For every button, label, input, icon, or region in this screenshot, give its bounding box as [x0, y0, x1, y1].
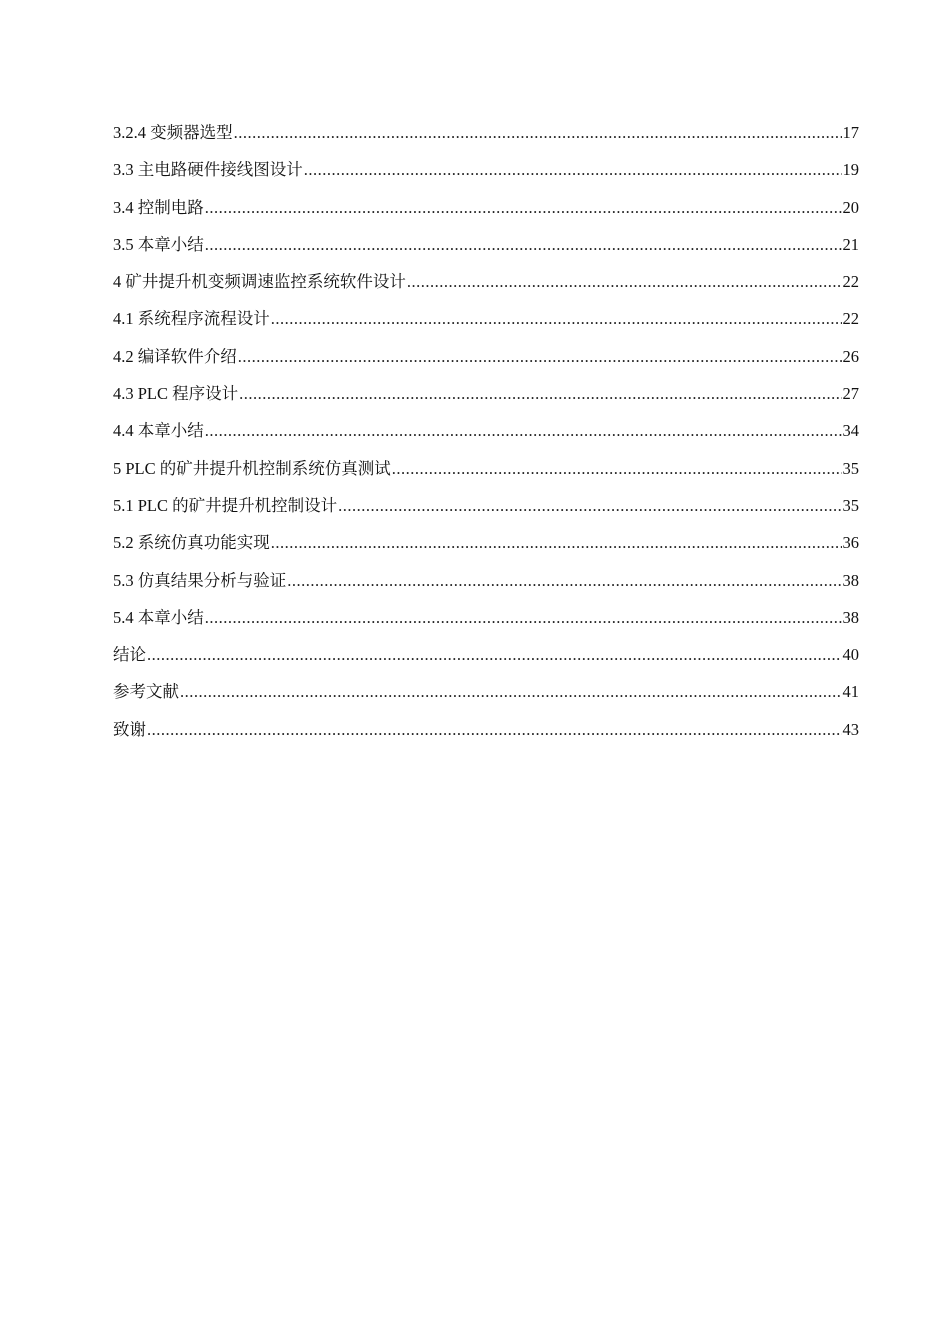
- toc-entry-title: 结论: [113, 645, 146, 665]
- toc-entry-page: 17: [842, 123, 859, 142]
- toc-entry-title: 5 PLC 的矿井提升机控制系统仿真测试: [113, 458, 391, 478]
- toc-entry-page: 34: [842, 421, 859, 441]
- toc-entry-title: 3.2.4 变频器选型: [113, 123, 233, 142]
- toc-entry[interactable]: [113, 412, 859, 449]
- toc-entry[interactable]: [113, 151, 859, 188]
- toc-dot-leader: [147, 636, 842, 673]
- toc-dot-leader: [180, 673, 842, 710]
- toc-dot-leader: [271, 300, 842, 337]
- toc-entry-page: 21: [842, 234, 859, 254]
- toc-entry-page: 20: [842, 197, 859, 217]
- toc-dot-leader: [287, 562, 841, 599]
- toc-entry-page: 38: [842, 607, 859, 627]
- toc-entry-title: 3.3 主电路硬件接线图设计: [113, 160, 303, 180]
- toc-dot-leader: [205, 412, 842, 449]
- toc-entry-page: 26: [842, 346, 859, 366]
- toc-entry[interactable]: [113, 673, 859, 710]
- toc-entry-title: 4 矿井提升机变频调速监控系统软件设计: [113, 272, 406, 292]
- toc-entry-title: 5.3 仿真结果分析与验证: [113, 570, 287, 590]
- toc-entry[interactable]: [113, 226, 859, 263]
- toc-dot-leader: [205, 599, 842, 636]
- toc-entry[interactable]: [113, 114, 859, 151]
- toc-entry-page: 22: [842, 272, 859, 292]
- toc-entry-title: 5.2 系统仿真功能实现: [113, 533, 270, 553]
- toc-dot-leader: [271, 524, 842, 561]
- toc-entry-page: 41: [842, 682, 859, 702]
- toc-entry-title: 4.4 本章小结: [113, 421, 204, 441]
- toc-entry[interactable]: [113, 263, 859, 300]
- toc-entry[interactable]: [113, 375, 859, 412]
- toc-entry[interactable]: [113, 711, 859, 748]
- toc-entry-page: 27: [842, 384, 859, 404]
- toc-dot-leader: [304, 151, 842, 188]
- toc-entry-title: 4.3 PLC 程序设计: [113, 384, 239, 404]
- toc-entry-page: 35: [842, 495, 859, 515]
- toc-entry-page: 43: [842, 719, 859, 739]
- toc-entry[interactable]: [113, 450, 859, 487]
- toc-entry-page: 19: [842, 160, 859, 180]
- toc-entry-title: 4.1 系统程序流程设计: [113, 309, 270, 329]
- toc-entry[interactable]: [113, 338, 859, 375]
- toc-entry[interactable]: [113, 189, 859, 226]
- toc-entry-title: 参考文献: [113, 682, 179, 702]
- toc-dot-leader: [338, 487, 841, 524]
- toc-entry-title: 致谢: [113, 719, 146, 739]
- toc-dot-leader: [238, 338, 842, 375]
- toc-dot-leader: [147, 711, 842, 748]
- toc-entry[interactable]: [113, 524, 859, 561]
- table-of-contents: [113, 114, 859, 748]
- toc-dot-leader: [205, 226, 842, 263]
- toc-entry-title: 3.5 本章小结: [113, 234, 204, 254]
- toc-entry-page: 36: [842, 533, 859, 553]
- toc-entry-page: 40: [842, 645, 859, 665]
- toc-entry-title: 5.4 本章小结: [113, 607, 204, 627]
- toc-entry[interactable]: [113, 599, 859, 636]
- toc-entry-page: 38: [842, 570, 859, 590]
- toc-entry[interactable]: [113, 300, 859, 337]
- toc-entry-page: 35: [842, 458, 859, 478]
- toc-entry-title: 4.2 编译软件介绍: [113, 346, 237, 366]
- toc-entry[interactable]: [113, 487, 859, 524]
- toc-entry-title: 3.4 控制电路: [113, 197, 204, 217]
- toc-dot-leader: [234, 114, 842, 151]
- toc-dot-leader: [239, 375, 841, 412]
- toc-entry-title: 5.1 PLC 的矿井提升机控制设计: [113, 495, 338, 515]
- toc-entry-page: 22: [842, 309, 859, 329]
- toc-dot-leader: [407, 263, 842, 300]
- toc-entry[interactable]: [113, 636, 859, 673]
- toc-dot-leader: [205, 189, 842, 226]
- toc-entry[interactable]: [113, 562, 859, 599]
- toc-dot-leader: [392, 450, 842, 487]
